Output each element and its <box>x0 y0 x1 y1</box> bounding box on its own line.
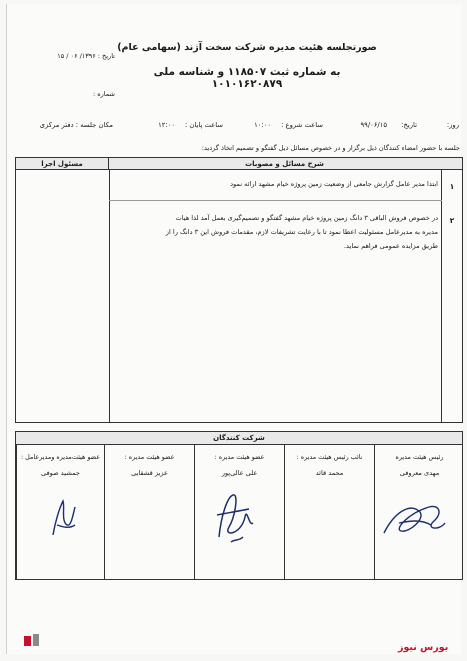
document-number: شماره : <box>93 90 115 98</box>
end-label: ساعت پایان : <box>184 121 223 129</box>
date-label: تاریخ: <box>401 121 417 129</box>
row-number: ۲ <box>449 216 455 225</box>
signature-image <box>379 493 449 543</box>
signatory-name: مهدی معروفی <box>399 469 440 477</box>
signatory-cell <box>104 445 194 580</box>
document-title: صورتجلسه هئیت مدیره شرکت سخت آژند (سهامی عام) <box>117 42 377 53</box>
table-row: مدیره به مدیرعامل مسئولیت اعطا نمود تا با رعایت تشریفات لازم، مقدمات فروش این ۳ دانگ را از <box>165 228 438 236</box>
signature-image <box>209 487 259 547</box>
signatory-role: عضو هیئت مدیره : <box>124 453 175 461</box>
signatories-grid <box>15 445 463 580</box>
divider <box>441 170 442 423</box>
document-date: تاریخ : ۱۳۹۶/ ۰۶ / ۱۵ <box>57 52 115 60</box>
signatory-cell <box>194 445 284 580</box>
signatory-name: عزیز قشقایی <box>131 469 168 477</box>
signatory-role: رئیس هیئت مدیره <box>395 453 444 461</box>
row-number: ۱ <box>449 182 455 191</box>
logo-icon <box>22 632 44 648</box>
intro-text: جلسه با حضور امضاء کنندگان ذیل برگزار و در خصوص مسائل ذیل گفتگو و تصمیم اتخاذ گردید: <box>201 144 460 152</box>
signatory-role: عضو هیئت مدیره : <box>214 453 265 461</box>
table-row: در خصوص فروش الباقی ۳ دانگ زمین پروژه خیام مشهد گفتگو و تصمیم‌گیری بعمل آمد لذا هیات <box>175 214 438 222</box>
end-value: ۱۲:۰۰ <box>158 121 175 129</box>
start-label: ساعت شروع : <box>281 121 323 129</box>
table-row: طریق مزایده عمومی فراهم نماید. <box>343 242 438 250</box>
table-row: ابتدا مدیر عامل گزارش جامعی از وضعیت زمین پروژه خیام مشهد ارائه نمود <box>230 180 438 188</box>
signatory-role: نائب رئیس هیئت مدیره : <box>296 453 363 461</box>
start-value: ۱۰:۰۰ <box>254 121 271 129</box>
signatory-name: علی عالی‌پور <box>221 469 258 477</box>
date-value: ۹۹/۰۶/۱۵ <box>360 121 387 129</box>
day-label: روز: <box>446 121 459 129</box>
signatory-cell <box>16 445 104 580</box>
minutes-table <box>15 170 463 423</box>
divider <box>109 170 110 423</box>
signatory-name: جمشید صوفی <box>41 469 80 477</box>
watermark-text: بورس نیوز <box>398 642 449 653</box>
registration-line: به شماره ثبت ۱۱۸۵۰۷ و شناسه ملی ۱۰۱۰۱۶۲۰۸۷۹ <box>153 66 341 90</box>
signature-image <box>45 495 81 541</box>
signatories-header: شرکت کنندگان <box>15 431 463 445</box>
divider <box>109 200 442 201</box>
responsible-column-header: مسئول اجرا <box>16 158 109 169</box>
signatory-role: عضو هیئت‌مدیره ومدیرعامل : <box>20 453 101 461</box>
signatory-name: محمد قائد <box>315 469 344 477</box>
subject-column-header: شرح مسائل و مصوبات <box>245 160 324 168</box>
table-header <box>15 157 463 170</box>
document-page <box>6 4 461 654</box>
meeting-info-row <box>15 121 463 135</box>
place-label: مکان جلسه : دفتر مرکزی <box>39 121 113 129</box>
signatory-cell <box>374 445 464 580</box>
signatory-cell <box>284 445 374 580</box>
